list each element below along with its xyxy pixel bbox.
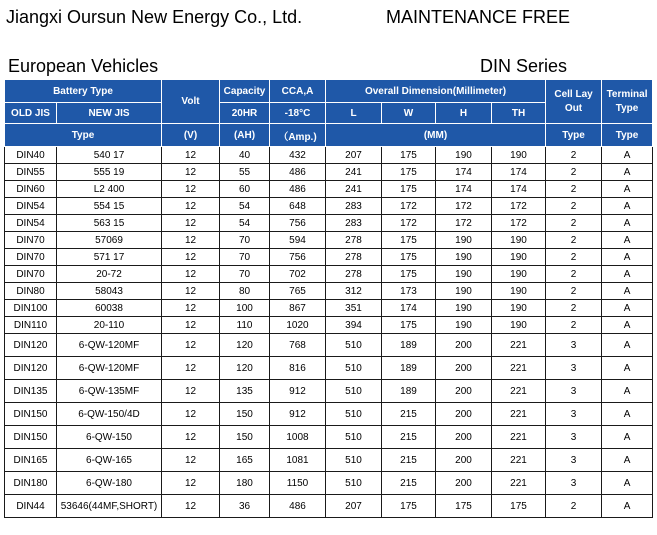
width-cell: 189: [382, 380, 436, 403]
company-name: Jiangxi Oursun New Energy Co., Ltd.: [6, 7, 303, 27]
total-height-header: TH: [492, 103, 546, 124]
total-height-cell: 190: [492, 283, 546, 300]
header-row-1: [5, 80, 653, 103]
table-row: [5, 266, 653, 283]
header-row-3: [5, 124, 653, 147]
cell-layout-cell: 2: [546, 317, 602, 334]
new-jis-cell: 571 17: [57, 249, 162, 266]
old-jis-cell: DIN150: [5, 426, 57, 449]
height-cell: 190: [436, 147, 492, 164]
category-title: European Vehicles: [8, 56, 159, 76]
table-row: [5, 317, 653, 334]
length-cell: 510: [326, 472, 382, 495]
height-cell: 200: [436, 403, 492, 426]
total-height-cell: 221: [492, 449, 546, 472]
width-cell: 174: [382, 300, 436, 317]
terminal-type-cell: A: [602, 449, 653, 472]
volt-cell: 12: [162, 215, 220, 232]
terminal-type-header: Terminal Type: [602, 80, 653, 124]
capacity-cell: 150: [220, 426, 270, 449]
old-jis-cell: DIN110: [5, 317, 57, 334]
old-jis-cell: DIN44: [5, 495, 57, 518]
new-jis-cell: 6-QW-120MF: [57, 357, 162, 380]
cca-cell: 1150: [270, 472, 326, 495]
total-height-cell: 221: [492, 380, 546, 403]
length-cell: 283: [326, 198, 382, 215]
width-cell: 173: [382, 283, 436, 300]
length-cell: 510: [326, 357, 382, 380]
series-title: DIN Series: [480, 56, 568, 76]
cca-cell: 768: [270, 334, 326, 357]
cca-cell: 486: [270, 495, 326, 518]
cell-layout-cell: 2: [546, 495, 602, 518]
old-jis-cell: DIN100: [5, 300, 57, 317]
width-header: W: [382, 103, 436, 124]
total-height-cell: 190: [492, 266, 546, 283]
new-jis-cell: 20-110: [57, 317, 162, 334]
height-cell: 190: [436, 317, 492, 334]
total-height-cell: 221: [492, 357, 546, 380]
table-row: [5, 215, 653, 232]
new-jis-cell: L2 400: [57, 181, 162, 198]
width-cell: 215: [382, 426, 436, 449]
cca-cell: 756: [270, 215, 326, 232]
old-jis-cell: DIN180: [5, 472, 57, 495]
table-row: [5, 283, 653, 300]
table-row: [5, 334, 653, 357]
cell-layout-cell: 2: [546, 164, 602, 181]
capacity-header: Capacity: [220, 80, 270, 103]
height-cell: 200: [436, 380, 492, 403]
capacity-cell: 54: [220, 215, 270, 232]
maintenance-free-label: MAINTENANCE FREE: [386, 7, 571, 27]
old-jis-cell: DIN55: [5, 164, 57, 181]
cell-layout-cell: 2: [546, 215, 602, 232]
cell-layout-cell: 3: [546, 472, 602, 495]
terminal-type-cell: A: [602, 283, 653, 300]
cell-layout-cell: 3: [546, 403, 602, 426]
table-row: [5, 426, 653, 449]
new-jis-header: NEW JIS: [57, 103, 162, 124]
old-jis-cell: DIN165: [5, 449, 57, 472]
length-cell: 278: [326, 266, 382, 283]
volt-cell: 12: [162, 380, 220, 403]
width-cell: 175: [382, 495, 436, 518]
height-cell: 172: [436, 198, 492, 215]
new-jis-cell: 53646(44MF,SHORT): [57, 495, 162, 518]
new-jis-cell: 6-QW-120MF: [57, 334, 162, 357]
overall-dimension-header: Overall Dimension(Millimeter): [326, 80, 546, 103]
volt-cell: 12: [162, 249, 220, 266]
length-cell: 351: [326, 300, 382, 317]
width-cell: 175: [382, 249, 436, 266]
table-row: [5, 249, 653, 266]
old-jis-cell: DIN70: [5, 266, 57, 283]
terminal-type-cell: A: [602, 334, 653, 357]
cca-cell: 594: [270, 232, 326, 249]
capacity-cell: 135: [220, 380, 270, 403]
volt-cell: 12: [162, 472, 220, 495]
old-jis-cell: DIN60: [5, 181, 57, 198]
capacity-cell: 70: [220, 249, 270, 266]
new-jis-cell: 57069: [57, 232, 162, 249]
volt-cell: 12: [162, 181, 220, 198]
table-row: [5, 449, 653, 472]
total-height-cell: 221: [492, 334, 546, 357]
cca-cell: 765: [270, 283, 326, 300]
table-row: [5, 472, 653, 495]
width-cell: 172: [382, 215, 436, 232]
height-cell: 190: [436, 300, 492, 317]
cell-layout-cell: 2: [546, 300, 602, 317]
total-height-cell: 172: [492, 198, 546, 215]
terminal-type-cell: A: [602, 249, 653, 266]
cca-cell: 486: [270, 181, 326, 198]
volt-unit-header: (V): [162, 124, 220, 147]
cca-cell: 867: [270, 300, 326, 317]
capacity-cell: 55: [220, 164, 270, 181]
height-cell: 190: [436, 266, 492, 283]
cell-layout-cell: 3: [546, 449, 602, 472]
capacity-cell: 165: [220, 449, 270, 472]
width-cell: 189: [382, 357, 436, 380]
capacity-cell: 70: [220, 232, 270, 249]
total-height-cell: 172: [492, 215, 546, 232]
cell-layout-cell: 3: [546, 357, 602, 380]
cell-layout-cell: 2: [546, 181, 602, 198]
new-jis-cell: 555 19: [57, 164, 162, 181]
old-jis-cell: DIN70: [5, 232, 57, 249]
width-cell: 215: [382, 472, 436, 495]
cca-cell: 912: [270, 403, 326, 426]
total-height-cell: 190: [492, 300, 546, 317]
total-height-cell: 221: [492, 403, 546, 426]
volt-cell: 12: [162, 317, 220, 334]
capacity-cell: 110: [220, 317, 270, 334]
length-cell: 207: [326, 147, 382, 164]
length-cell: 510: [326, 449, 382, 472]
terminal-type-cell: A: [602, 164, 653, 181]
mm-unit-header: (MM): [326, 124, 546, 147]
old-jis-cell: DIN150: [5, 403, 57, 426]
old-jis-cell: DIN135: [5, 380, 57, 403]
total-height-cell: 190: [492, 249, 546, 266]
terminal-type-cell: A: [602, 232, 653, 249]
cca-cell: 816: [270, 357, 326, 380]
capacity-cell: 120: [220, 357, 270, 380]
new-jis-cell: 6-QW-180: [57, 472, 162, 495]
cell-layout-cell: 2: [546, 147, 602, 164]
new-jis-cell: 60038: [57, 300, 162, 317]
total-height-cell: 190: [492, 232, 546, 249]
cca-cell: 648: [270, 198, 326, 215]
height-cell: 174: [436, 164, 492, 181]
table-row: [5, 147, 653, 164]
cell-layout-cell: 3: [546, 334, 602, 357]
height-cell: 190: [436, 283, 492, 300]
old-jis-cell: DIN70: [5, 249, 57, 266]
capacity-cell: 54: [220, 198, 270, 215]
temp-header: -18°C: [270, 103, 326, 124]
cca-cell: 702: [270, 266, 326, 283]
length-cell: 510: [326, 403, 382, 426]
table-row: [5, 380, 653, 403]
width-cell: 172: [382, 198, 436, 215]
capacity-cell: 70: [220, 266, 270, 283]
terminal-type-cell: A: [602, 426, 653, 449]
terminal-type-cell: A: [602, 300, 653, 317]
new-jis-cell: 6-QW-165: [57, 449, 162, 472]
length-cell: 207: [326, 495, 382, 518]
terminal-type-cell: A: [602, 198, 653, 215]
height-cell: 200: [436, 357, 492, 380]
volt-header: Volt: [162, 80, 220, 124]
new-jis-cell: 58043: [57, 283, 162, 300]
width-cell: 215: [382, 449, 436, 472]
total-height-cell: 221: [492, 426, 546, 449]
width-cell: 175: [382, 266, 436, 283]
width-cell: 175: [382, 181, 436, 198]
new-jis-cell: 6-QW-150/4D: [57, 403, 162, 426]
terminal-type-cell: A: [602, 215, 653, 232]
cell-type-header: Type: [546, 124, 602, 147]
length-cell: 278: [326, 232, 382, 249]
table-row: [5, 357, 653, 380]
type-header: Type: [5, 124, 162, 147]
terminal-type-cell: A: [602, 472, 653, 495]
cca-cell: 1081: [270, 449, 326, 472]
old-jis-cell: DIN40: [5, 147, 57, 164]
length-cell: 510: [326, 380, 382, 403]
cca-cell: 1020: [270, 317, 326, 334]
capacity-cell: 120: [220, 334, 270, 357]
old-jis-header: OLD JIS: [5, 103, 57, 124]
width-cell: 189: [382, 334, 436, 357]
battery-spec-table: [4, 79, 653, 518]
width-cell: 175: [382, 147, 436, 164]
amp-unit-header: （Amp.): [270, 124, 326, 147]
total-height-cell: 174: [492, 164, 546, 181]
height-cell: 190: [436, 249, 492, 266]
new-jis-cell: 20-72: [57, 266, 162, 283]
width-cell: 215: [382, 403, 436, 426]
terminal-type-cell: A: [602, 147, 653, 164]
volt-cell: 12: [162, 357, 220, 380]
height-cell: 174: [436, 181, 492, 198]
terminal-type-cell: A: [602, 317, 653, 334]
volt-cell: 12: [162, 403, 220, 426]
old-jis-cell: DIN54: [5, 198, 57, 215]
capacity-cell: 36: [220, 495, 270, 518]
cell-layout-cell: 2: [546, 249, 602, 266]
capacity-cell: 100: [220, 300, 270, 317]
hr20-header: 20HR: [220, 103, 270, 124]
battery-type-header: Battery Type: [5, 80, 162, 103]
length-cell: 510: [326, 426, 382, 449]
length-cell: 283: [326, 215, 382, 232]
cell-layout-cell: 3: [546, 426, 602, 449]
volt-cell: 12: [162, 266, 220, 283]
old-jis-cell: DIN54: [5, 215, 57, 232]
table-row: [5, 164, 653, 181]
height-cell: 190: [436, 232, 492, 249]
cell-layout-cell: 2: [546, 266, 602, 283]
capacity-cell: 40: [220, 147, 270, 164]
total-height-cell: 175: [492, 495, 546, 518]
capacity-cell: 80: [220, 283, 270, 300]
length-header: L: [326, 103, 382, 124]
old-jis-cell: DIN120: [5, 357, 57, 380]
cell-layout-cell: 2: [546, 283, 602, 300]
total-height-cell: 190: [492, 147, 546, 164]
old-jis-cell: DIN120: [5, 334, 57, 357]
cca-cell: 756: [270, 249, 326, 266]
height-header: H: [436, 103, 492, 124]
new-jis-cell: 6-QW-150: [57, 426, 162, 449]
length-cell: 394: [326, 317, 382, 334]
terminal-type-cell: A: [602, 266, 653, 283]
width-cell: 175: [382, 232, 436, 249]
height-cell: 175: [436, 495, 492, 518]
capacity-cell: 150: [220, 403, 270, 426]
cell-layout-cell: 2: [546, 198, 602, 215]
table-row: [5, 181, 653, 198]
volt-cell: 12: [162, 232, 220, 249]
height-cell: 200: [436, 334, 492, 357]
length-cell: 241: [326, 164, 382, 181]
width-cell: 175: [382, 164, 436, 181]
table-row: [5, 495, 653, 518]
volt-cell: 12: [162, 449, 220, 472]
capacity-cell: 180: [220, 472, 270, 495]
cell-layout-cell: 2: [546, 232, 602, 249]
table-row: [5, 232, 653, 249]
cca-cell: 1008: [270, 426, 326, 449]
volt-cell: 12: [162, 198, 220, 215]
volt-cell: 12: [162, 147, 220, 164]
volt-cell: 12: [162, 300, 220, 317]
height-cell: 200: [436, 426, 492, 449]
height-cell: 200: [436, 472, 492, 495]
new-jis-cell: 540 17: [57, 147, 162, 164]
new-jis-cell: 563 15: [57, 215, 162, 232]
cca-cell: 486: [270, 164, 326, 181]
new-jis-cell: 6-QW-135MF: [57, 380, 162, 403]
cca-cell: 432: [270, 147, 326, 164]
height-cell: 172: [436, 215, 492, 232]
old-jis-cell: DIN80: [5, 283, 57, 300]
cell-layout-cell: 3: [546, 380, 602, 403]
terminal-type-cell: A: [602, 181, 653, 198]
volt-cell: 12: [162, 426, 220, 449]
cell-layout-header: Cell Lay Out: [546, 80, 602, 124]
total-height-cell: 221: [492, 472, 546, 495]
terminal-unit-header: Type: [602, 124, 653, 147]
length-cell: 510: [326, 334, 382, 357]
terminal-type-cell: A: [602, 380, 653, 403]
volt-cell: 12: [162, 164, 220, 181]
cca-header: CCA,A: [270, 80, 326, 103]
table-row: [5, 403, 653, 426]
terminal-type-cell: A: [602, 357, 653, 380]
height-cell: 200: [436, 449, 492, 472]
volt-cell: 12: [162, 495, 220, 518]
ah-unit-header: (AH): [220, 124, 270, 147]
volt-cell: 12: [162, 283, 220, 300]
cca-cell: 912: [270, 380, 326, 403]
total-height-cell: 190: [492, 317, 546, 334]
new-jis-cell: 554 15: [57, 198, 162, 215]
volt-cell: 12: [162, 334, 220, 357]
length-cell: 312: [326, 283, 382, 300]
table-row: [5, 198, 653, 215]
total-height-cell: 174: [492, 181, 546, 198]
width-cell: 175: [382, 317, 436, 334]
table-row: [5, 300, 653, 317]
terminal-type-cell: A: [602, 495, 653, 518]
capacity-cell: 60: [220, 181, 270, 198]
length-cell: 278: [326, 249, 382, 266]
length-cell: 241: [326, 181, 382, 198]
terminal-type-cell: A: [602, 403, 653, 426]
